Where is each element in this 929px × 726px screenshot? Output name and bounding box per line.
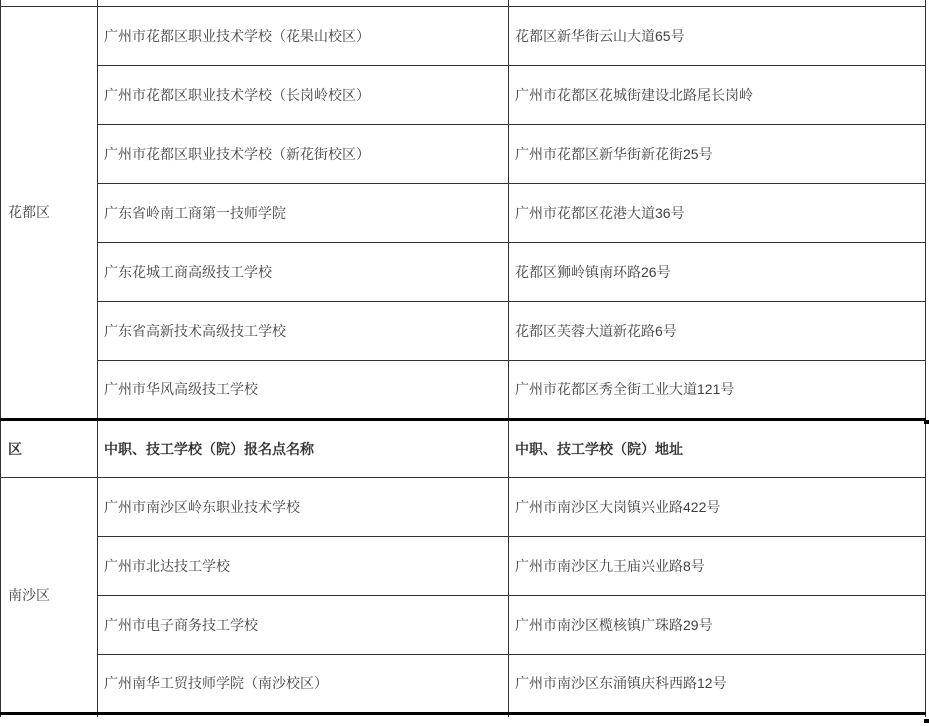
table-row	[1, 595, 926, 654]
school-name-cell: 广州南华工贸技师学院（南沙校区）	[98, 654, 509, 713]
school-name-cell: 广东省高新技术高级技工学校	[98, 301, 509, 360]
address-cell: 花都区狮岭镇南环路26号	[509, 242, 926, 301]
table-row	[1, 242, 926, 301]
district-cell-cutoff	[1, 713, 98, 717]
table-row	[1, 477, 926, 536]
school-name-cell: 广州市花都区职业技术学校（长岗岭校区）	[98, 65, 509, 124]
address-cell: 广州市南沙区榄核镇广珠路29号	[509, 595, 926, 654]
table-row-cutoff-bottom	[1, 713, 926, 717]
school-name-cell: 广州市花都区职业技术学校（新花街校区）	[98, 124, 509, 183]
header-district-cell: 区	[1, 419, 98, 477]
table-row	[1, 301, 926, 360]
table-header-row	[1, 419, 926, 477]
header-address-cell: 中职、技工学校（院）地址	[509, 419, 926, 477]
table-row	[1, 360, 926, 419]
table-row	[1, 65, 926, 124]
thick-separator-extension-top	[924, 420, 929, 424]
table-row	[1, 536, 926, 595]
address-cell: 广州市花都区花港大道36号	[509, 183, 926, 242]
address-cell: 花都区芙蓉大道新花路6号	[509, 301, 926, 360]
thick-separator-extension-bottom	[924, 719, 929, 723]
school-name-cell: 广东花城工商高级技工学校	[98, 242, 509, 301]
address-cell: 广州市花都区秀全街工业大道121号	[509, 360, 926, 419]
school-name-cell: 广州市北达技工学校	[98, 536, 509, 595]
table-row	[1, 183, 926, 242]
table-row	[1, 6, 926, 65]
school-name-cell: 广东省岭南工商第一技师学院	[98, 183, 509, 242]
district-cell: 花都区	[1, 6, 98, 419]
address-cell: 花都区新华街云山大道65号	[509, 6, 926, 65]
address-cell: 广州市南沙区九王庙兴业路8号	[509, 536, 926, 595]
school-name-cell: 广州市华风高级技工学校	[98, 360, 509, 419]
school-name-cell: 广州市南沙区岭东职业技术学校	[98, 477, 509, 536]
district-cell: 南沙区	[1, 477, 98, 713]
address-cell: 广州市南沙区东涌镇庆科西路12号	[509, 654, 926, 713]
address-cell: 广州市花都区新华街新花街25号	[509, 124, 926, 183]
header-school-name-cell: 中职、技工学校（院）报名点名称	[98, 419, 509, 477]
table-row	[1, 124, 926, 183]
school-name-cell: 广州市电子商务技工学校	[98, 595, 509, 654]
school-name-cell-cutoff	[98, 713, 509, 717]
address-cell: 广州市南沙区大岗镇兴业路422号	[509, 477, 926, 536]
table-row	[1, 654, 926, 713]
address-cell: 广州市花都区花城街建设北路尾长岗岭	[509, 65, 926, 124]
address-cell-cutoff	[509, 713, 926, 717]
school-name-cell: 广州市花都区职业技术学校（花果山校区）	[98, 6, 509, 65]
